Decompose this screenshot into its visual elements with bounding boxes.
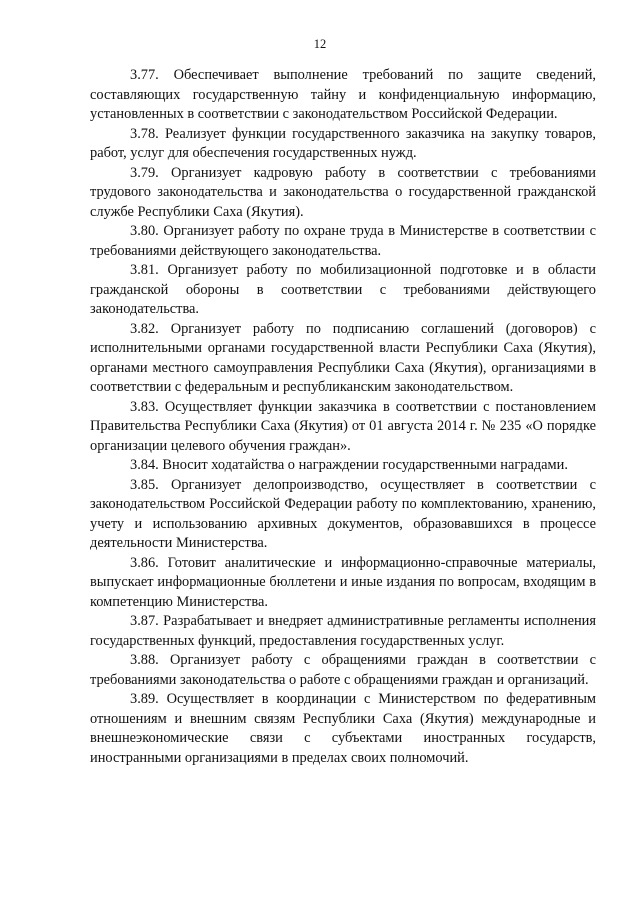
- clause-3-89: [90, 690, 596, 768]
- clause-number: 3.89.: [130, 691, 159, 707]
- clause-3-78: [90, 125, 596, 164]
- clause-3-83: [90, 398, 596, 457]
- clause-text: Осуществляет функции заказчика в соответствии с постановлением Правительства Республики Саха (Якутия) от 01 августа 2014 г. № 235 «О порядке организации целевого обучения граждан».: [90, 398, 596, 454]
- clause-3-82: [90, 320, 596, 398]
- clause-number: 3.84.: [130, 457, 159, 473]
- clause-text: Вносит ходатайства о награждении государственными наградами.: [162, 457, 568, 473]
- clause-number: 3.88.: [130, 652, 159, 668]
- clause-number: 3.87.: [130, 613, 159, 629]
- clause-number: 3.82.: [130, 320, 159, 337]
- page-number: 12: [313, 37, 327, 51]
- clause-text: Обеспечивает выполнение требований по защите сведений, составляющих государственную тайну и конфиденциальную информацию, установленных в соответствии с законодательством Российской Федерации.: [90, 67, 596, 122]
- clause-3-80: [90, 222, 596, 261]
- clause-number: 3.78.: [130, 125, 159, 142]
- clause-number: 3.79.: [130, 164, 159, 181]
- clause-number: 3.86.: [130, 554, 159, 571]
- clause-text: Разрабатывает и внедряет административные регламенты исполнения государственных функций, предоставления государственных услуг.: [90, 613, 596, 649]
- clause-3-85: [90, 476, 596, 554]
- clause-number: 3.81.: [130, 262, 159, 278]
- clause-3-87: [90, 612, 596, 651]
- clause-text: Организует работу по охране труда в Министерстве в соответствии с требованиями действующего законодательства.: [90, 223, 596, 259]
- document-body: [90, 66, 596, 768]
- clause-text: Организует кадровую работу в соответствии с требованиями трудового законодательства и законодательства о государственной гражданской службе Республики Саха (Якутия).: [90, 164, 596, 220]
- clause-number: 3.77.: [130, 67, 159, 83]
- clause-text: Реализует функции государственного заказчика на закупку товаров, работ, услуг для обеспечения государственных нужд.: [90, 125, 596, 161]
- clause-number: 3.83.: [130, 398, 159, 415]
- clause-3-81: [90, 261, 596, 320]
- clause-text: Готовит аналитические и информационно-справочные материалы, выпускает информационные бюллетени и иные издания по вопросам, входящим в компетенцию Министерства.: [90, 554, 596, 610]
- clause-3-86: [90, 554, 596, 613]
- clause-number: 3.85.: [130, 476, 159, 493]
- clause-3-88: [90, 651, 596, 690]
- clause-3-79: [90, 164, 596, 223]
- clause-text: Организует работу с обращениями граждан в соответствии с требованиями законодательства о работе с обращениями граждан и организаций.: [90, 652, 596, 688]
- clause-3-84: [90, 456, 596, 476]
- clause-text: Организует работу по мобилизационной подготовке и в области гражданской обороны в соответствии с требованиями действующего законодательства.: [90, 262, 596, 317]
- clause-3-77: [90, 66, 596, 125]
- clause-text: Осуществляет в координации с Министерством по федеративным отношениям и внешним связям Республики Саха (Якутия) международные и внешнеэкономические связи с субъектами иностранных государств, иностранными организациями в пределах своих полномочий.: [90, 691, 596, 766]
- clause-number: 3.80.: [130, 223, 159, 239]
- clause-text: Организует делопроизводство, осуществляет в соответствии с законодательством Российской Федерации работу по комплектованию, хранению, учету и использованию архивных документов, образовавшихся в процессе деятельности Министерства.: [90, 476, 596, 551]
- clause-text: Организует работу по подписанию соглашений (договоров) с исполнительными органами государственной власти Республики Саха (Якутия), органами местного самоуправления Республики Саха (Якутия), организациями в соответствии с федеральным и республиканским законодательством.: [90, 320, 596, 395]
